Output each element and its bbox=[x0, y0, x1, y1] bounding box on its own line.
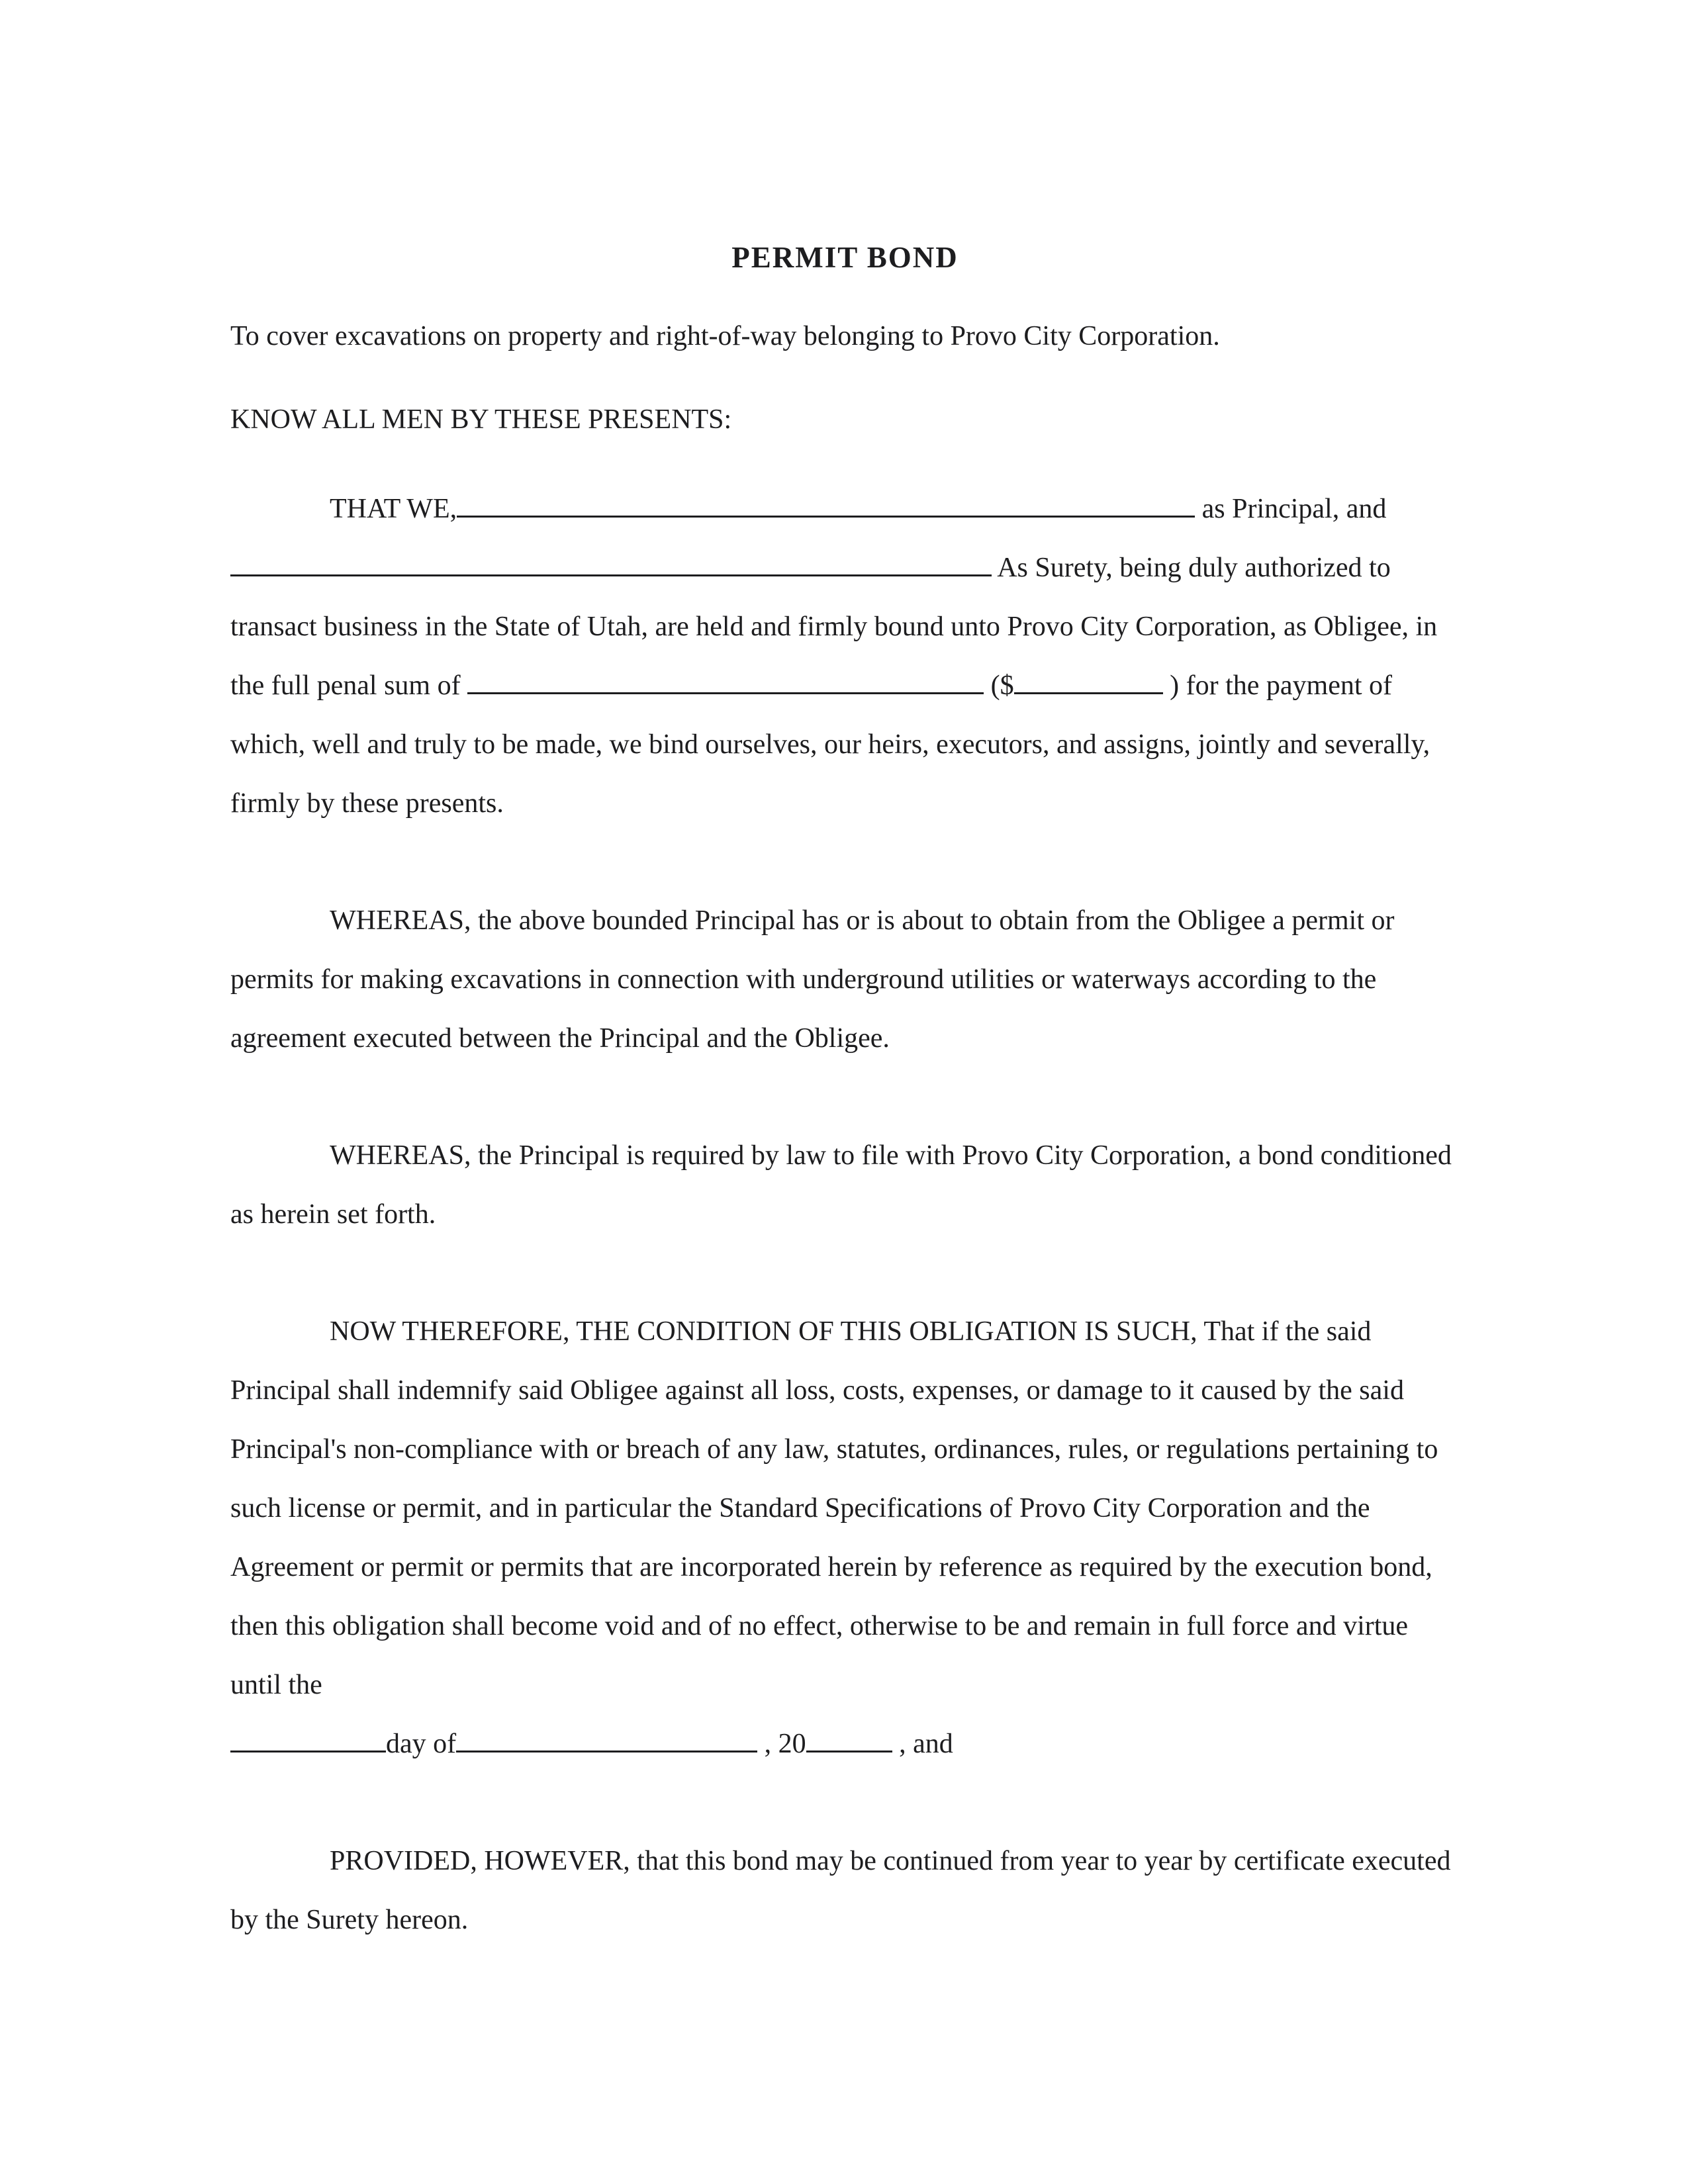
year-blank[interactable] bbox=[806, 1724, 892, 1752]
paragraph-now-therefore: NOW THEREFORE, THE CONDITION OF THIS OBLIGATION IS SUCH, That if the said Principal shall indemnify said Obligee against all loss, costs, expenses, or damage to it caused by the said Principal's non-compliance with or breach of any law, statutes, ordinances, rules, or regulations pertaining to such license or permit, and in particular the Standard Specifications of Provo City Corporation and the Agreement or permit or permits that are incorporated herein by reference as required by the execution bond, then this obligation shall become void and of no effect, otherwise to be and remain in full force and virtue until the bbox=[230, 1316, 1438, 1700]
paragraph-whereas-second: WHEREAS, the Principal is required by law to file with Provo City Corporation, a bond conditioned as herein set forth. bbox=[230, 1140, 1452, 1230]
date-line bbox=[230, 1715, 1460, 1774]
penal-sum-words-blank[interactable] bbox=[467, 666, 984, 694]
paragraph-that-we bbox=[230, 480, 1460, 833]
and-text: , and bbox=[899, 1729, 953, 1759]
surety-name-blank[interactable] bbox=[230, 548, 992, 576]
payment-clause-text: for the payment of which, well and truly to be made, we bind ourselves, our heirs, executors, and assigns, jointly and severally, firmly by these presents. bbox=[230, 670, 1430, 819]
that-we-lead-text: THAT WE, bbox=[330, 494, 457, 524]
day-blank[interactable] bbox=[230, 1724, 386, 1752]
dollar-open-text: ($ bbox=[990, 670, 1014, 701]
document-title: PERMIT BOND bbox=[731, 241, 959, 274]
know-all-line: KNOW ALL MEN BY THESE PRESENTS: bbox=[230, 404, 732, 435]
principal-name-blank[interactable] bbox=[457, 489, 1195, 518]
dollar-close-text: ) bbox=[1170, 670, 1180, 701]
intro-line: To cover excavations on property and right-of-way belonging to Provo City Corporation. bbox=[230, 321, 1220, 351]
surety-clause-text: As Surety, being duly authorized to transact business in the State of Utah, are held and firmly bound unto Provo City Corporation, as Obligee, in the full penal sum of bbox=[230, 553, 1438, 701]
penal-sum-amount-blank[interactable] bbox=[1014, 666, 1163, 694]
day-of-text: day of bbox=[386, 1729, 457, 1759]
paragraph-whereas-first: WHEREAS, the above bounded Principal has or is about to obtain from the Obligee a permit or permits for making excavations in connection with underground utilities or waterways according to the agreement executed between the Principal and the Obligee. bbox=[230, 905, 1395, 1054]
comma-20-text: , 20 bbox=[764, 1729, 806, 1759]
month-blank[interactable] bbox=[456, 1724, 757, 1752]
as-principal-text: as Principal, and bbox=[1201, 494, 1387, 524]
paragraph-provided-however: PROVIDED, HOWEVER, that this bond may be continued from year to year by certificate executed by the Surety hereon. bbox=[230, 1846, 1451, 1935]
